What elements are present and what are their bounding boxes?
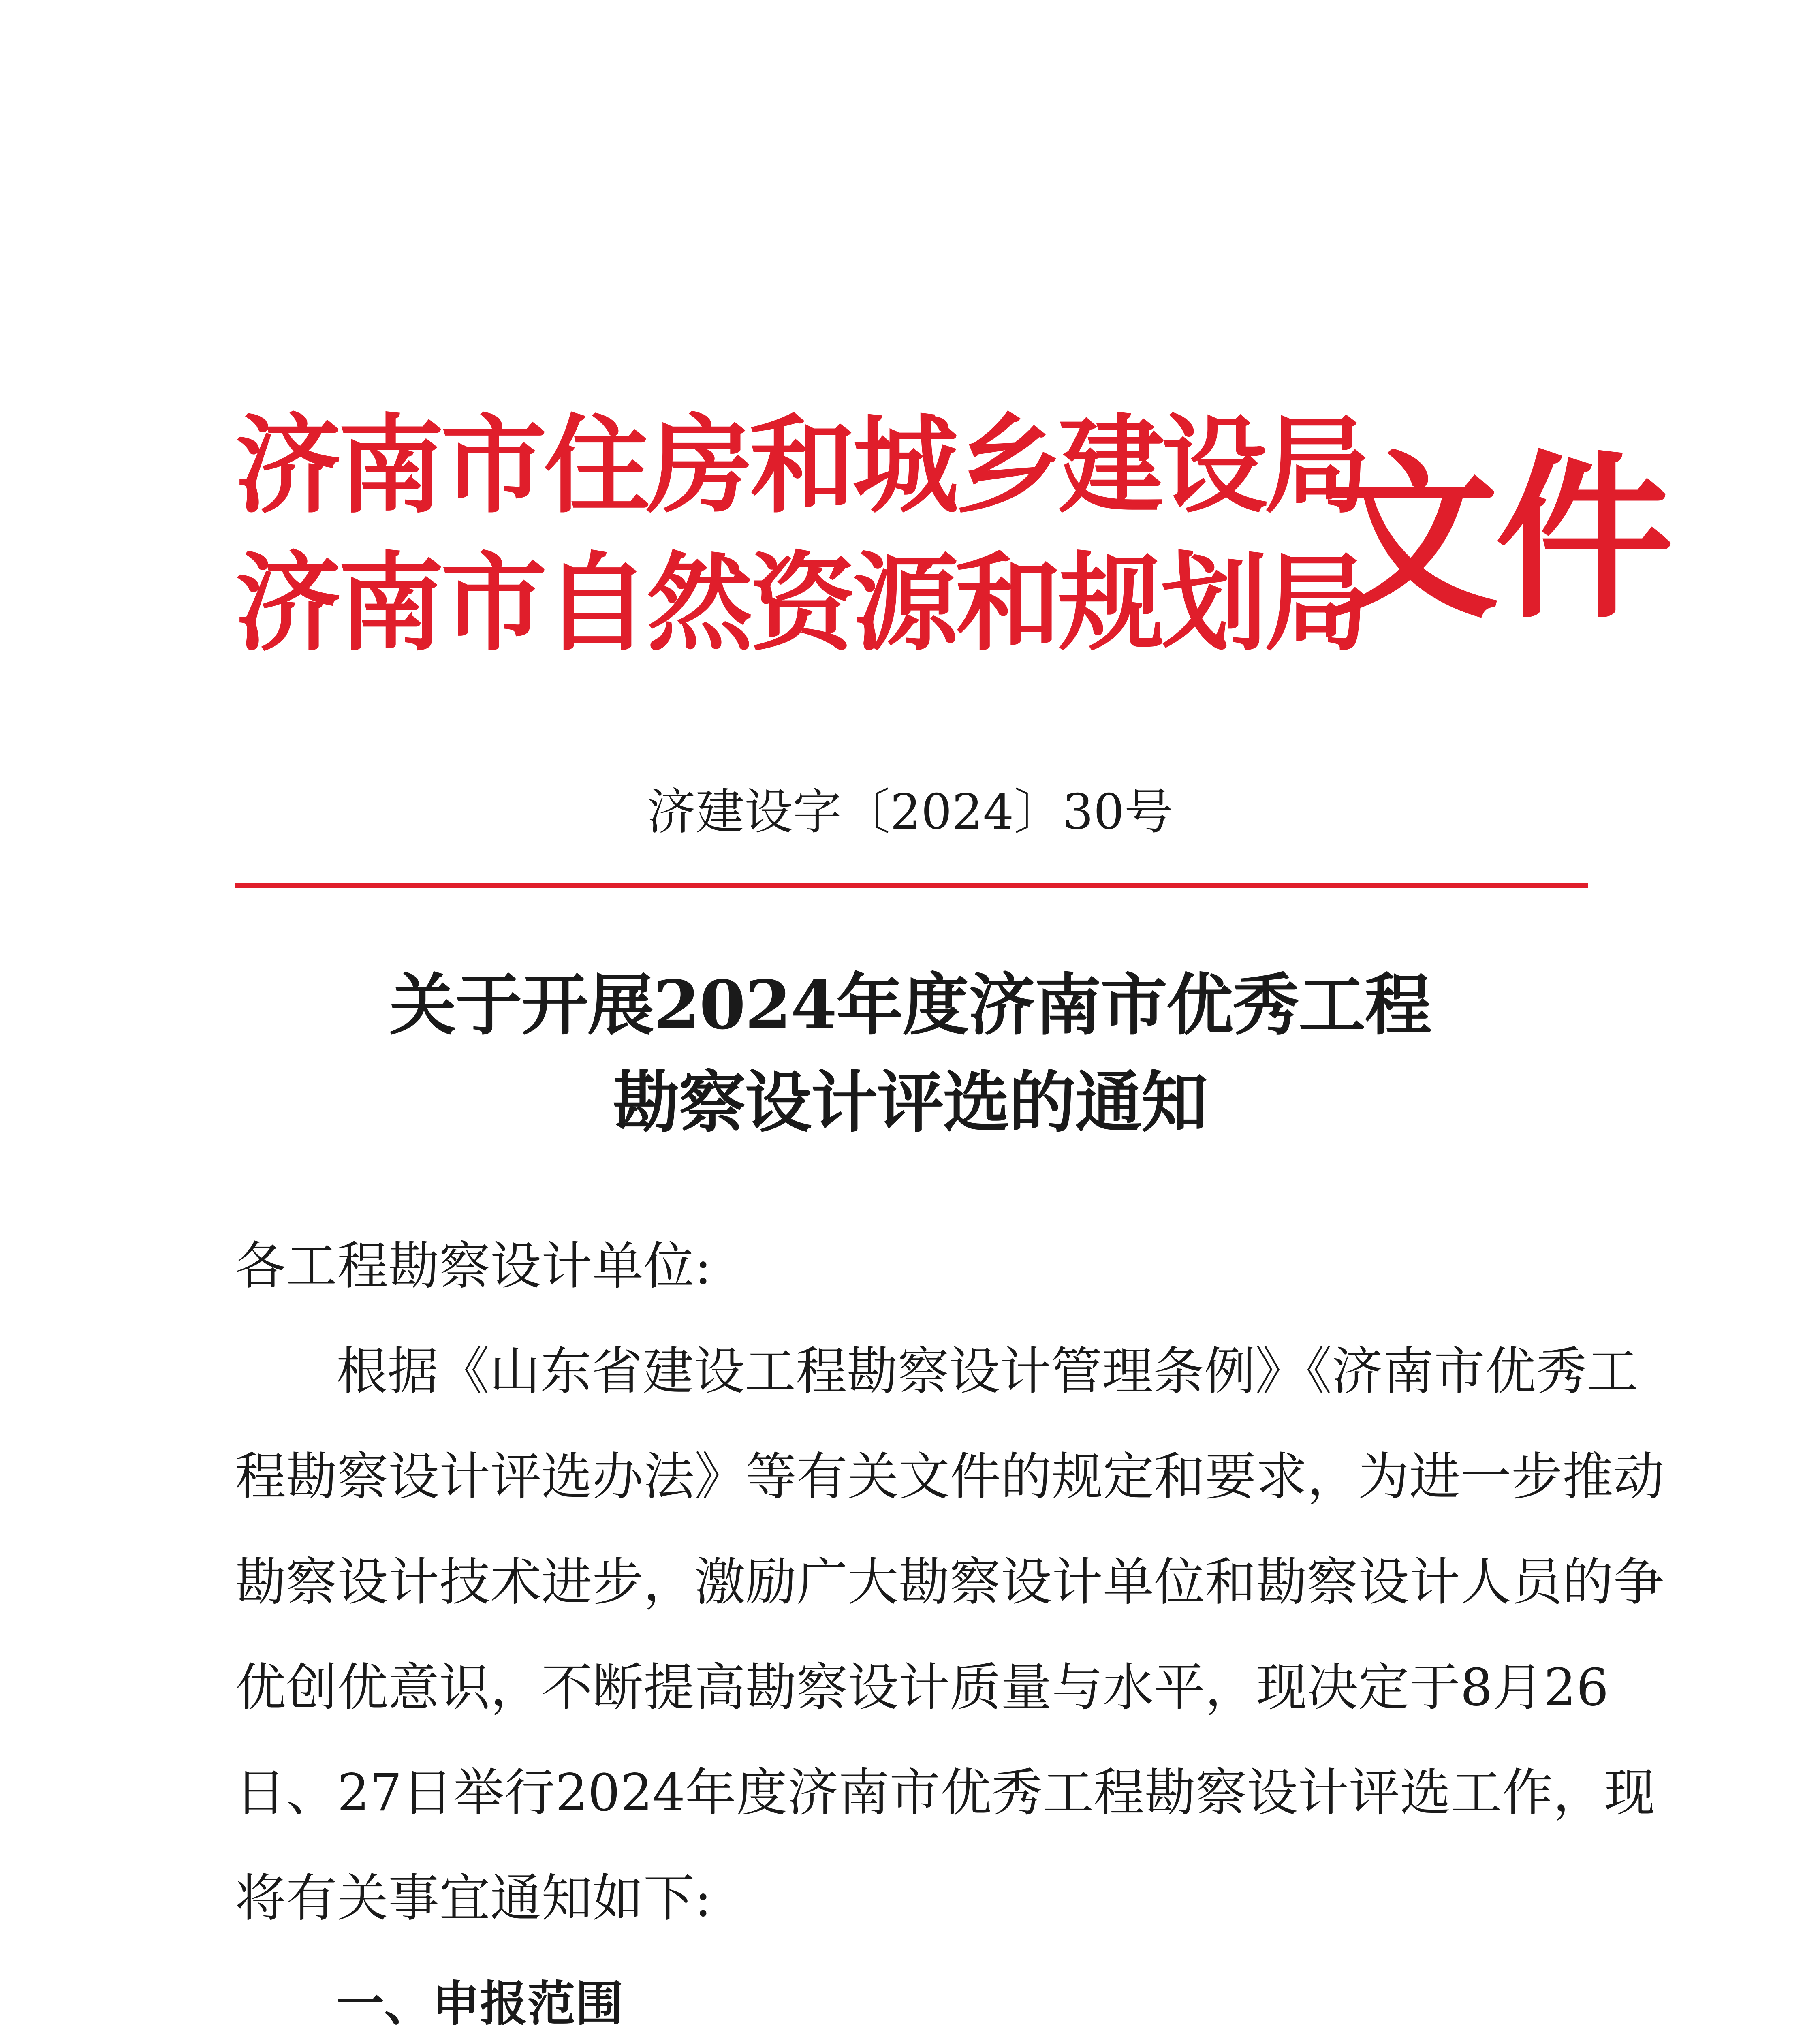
paragraph-1-line-4: 优创优意识，不断提高勘察设计质量与水平，现决定于8月26 [235, 1658, 1609, 1717]
red-separator-line [235, 883, 1588, 888]
issuer-name-natural-resources: 济南市自然资源和规划局 [235, 542, 1367, 665]
notice-title-line-1: 关于开展2024年度济南市优秀工程 [389, 966, 1431, 1044]
masthead-document-suffix: 文件 [1321, 435, 1669, 643]
paragraph-1-line-5: 日、27日举行2024年度济南市优秀工程勘察设计评选工作，现 [235, 1763, 1655, 1823]
paragraph-1-line-2: 程勘察设计评选办法》等有关文件的规定和要求，为进一步推动 [235, 1447, 1664, 1507]
section-heading-declaration-scope: 一、申报范围 [336, 1976, 624, 2026]
issuer-name-housing: 济南市住房和城乡建设局 [235, 404, 1367, 528]
paragraph-1-line-3: 勘察设计技术进步，激励广大勘察设计单位和勘察设计人员的争 [235, 1552, 1664, 1612]
notice-title-line-2: 勘察设计评选的通知 [613, 1063, 1207, 1141]
paragraph-1-line-1: 根据《山东省建设工程勘察设计管理条例》《济南市优秀工 [336, 1342, 1638, 1401]
document-number: 济建设字〔2024〕30号 [647, 784, 1173, 840]
salutation: 各工程勘察设计单位: [235, 1236, 712, 1296]
paragraph-1-line-6: 将有关事宜通知如下: [235, 1868, 712, 1928]
